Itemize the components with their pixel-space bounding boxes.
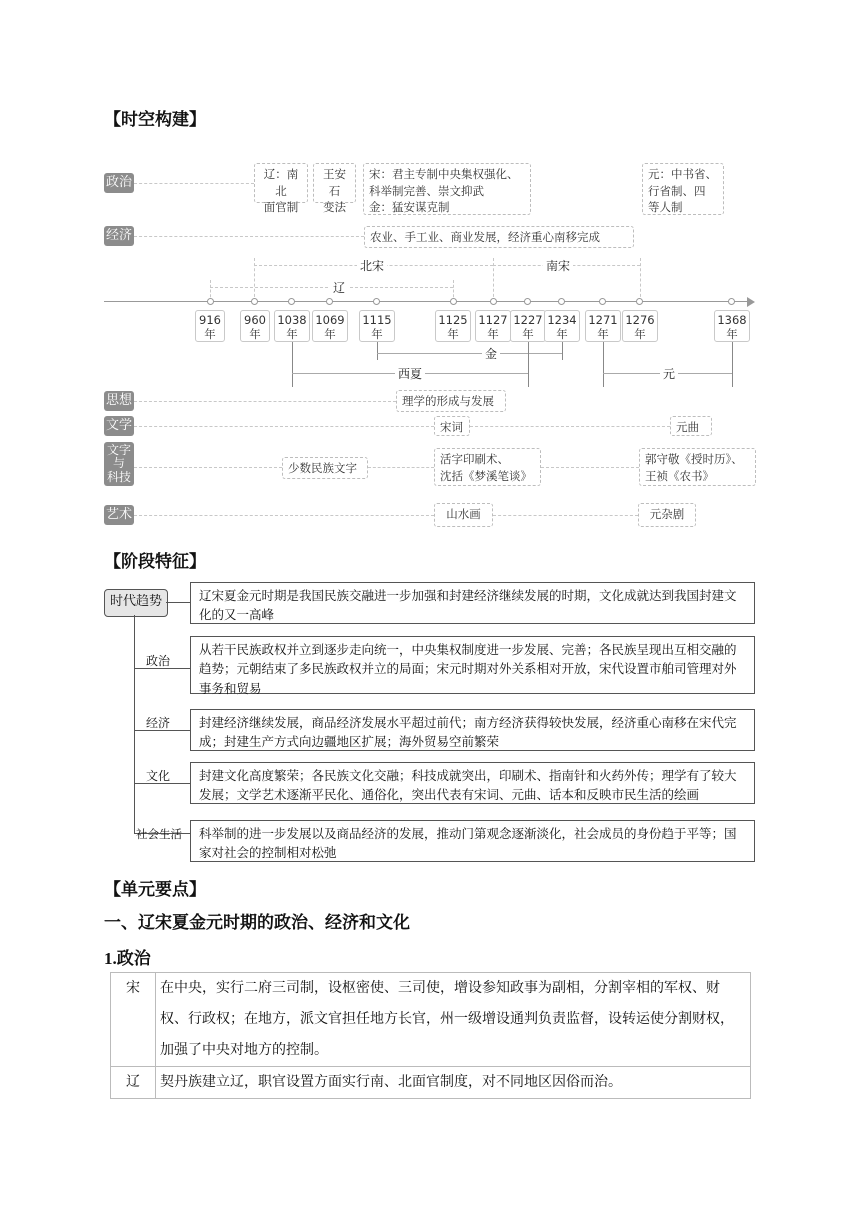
guide-line-tech-b bbox=[368, 467, 434, 468]
literature-box-song: 宋词 bbox=[434, 416, 470, 436]
axis-dot-1271 bbox=[599, 298, 606, 305]
guide-line-art-a bbox=[134, 515, 434, 516]
axis-dot-1227 bbox=[524, 298, 531, 305]
row-label-tech: 文字 与 科技 bbox=[104, 442, 134, 486]
section-title-unit-points: 【单元要点】 bbox=[104, 880, 206, 900]
politics-box-yuan: 元：中书省、 行省制、四 等人制 bbox=[642, 163, 724, 215]
axis-dot-1038 bbox=[288, 298, 295, 305]
trend-box-politics: 从若干民族政权并立到逐步走向统一，中央集权制度进一步发展、完善；各民族呈现出互相交融的趋势；元朝结束了多民族政权并立的局面；宋元时期对外关系相对开放，宋代设置市舶司管理对外事务和贸易 bbox=[190, 636, 755, 694]
year-1069: 1069 年 bbox=[312, 310, 348, 342]
trend-label-society: 社会生活 bbox=[136, 827, 182, 841]
trend-overall-box: 辽宋夏金元时期是我国民族交融进一步加强和封建经济继续发展的时期，文化成就达到我国封建文化的又一高峰 bbox=[190, 582, 755, 624]
guide-line-art-b bbox=[493, 515, 638, 516]
year-1271: 1271 年 bbox=[585, 310, 621, 342]
axis-dot-1115 bbox=[373, 298, 380, 305]
row-label-economy: 经济 bbox=[104, 226, 134, 246]
year-1115: 1115 年 bbox=[359, 310, 395, 342]
year-916: 916 年 bbox=[195, 310, 225, 342]
trend-box-economy: 封建经济继续发展，商品经济发展水平超过前代；南方经济获得较快发展，经济重心南移在宋代完成；封建生产方式向边疆地区扩展；海外贸易空前繁荣 bbox=[190, 709, 755, 751]
span-tick-1038-down bbox=[292, 342, 293, 387]
label-western-xia: 西夏 bbox=[395, 365, 425, 382]
art-box-yuan: 元杂剧 bbox=[638, 503, 696, 527]
label-southern-song: 南宋 bbox=[543, 257, 573, 274]
span-tick-1271-down bbox=[603, 342, 604, 387]
politics-box-song-jin: 宋：君主专制中央集权强化、 科举制完善、崇文抑武 金：猛安谋克制 bbox=[363, 163, 531, 215]
axis-dot-1276 bbox=[636, 298, 643, 305]
axis-dot-1234 bbox=[558, 298, 565, 305]
table-cell-text: 契丹族建立辽，职官设置方面实行南、北面官制度，对不同地区因俗而治。 bbox=[156, 1067, 751, 1099]
thought-box: 理学的形成与发展 bbox=[396, 390, 506, 412]
guide-line-literature-a bbox=[134, 426, 434, 427]
guide-line-literature-b bbox=[470, 426, 670, 427]
table-cell-text: 在中央，实行二府三司制，设枢密使、三司使，增设参知政事为副相，分割宰相的军权、财权、行政权；在地方，派文官担任地方长官，州一级增设通判负责监督，设转运使分割财权，加强了中央对地方的控制。 bbox=[156, 973, 751, 1067]
art-box-song: 山水画 bbox=[434, 503, 493, 527]
span-tick-1368-down bbox=[732, 342, 733, 387]
axis-dot-1368 bbox=[728, 298, 735, 305]
trend-label-economy: 经济 bbox=[146, 716, 171, 730]
trend-connector-top bbox=[166, 602, 190, 603]
table-row bbox=[111, 973, 751, 1067]
tech-box-song: 活字印刷术、 沈括《梦溪笔谈》 bbox=[434, 448, 541, 486]
label-jin: 金 bbox=[482, 345, 500, 362]
year-960: 960 年 bbox=[240, 310, 270, 342]
politics-box-wang-anshi: 王安石 变法 bbox=[313, 163, 356, 203]
year-1125: 1125 年 bbox=[435, 310, 471, 342]
trend-box-society: 科举制的进一步发展以及商品经济的发展，推动门第观念逐渐淡化，社会成员的身份趋于平等；国家对社会的控制相对松弛 bbox=[190, 820, 755, 862]
row-label-thought: 思想 bbox=[104, 391, 134, 411]
year-1127: 1127 年 bbox=[475, 310, 511, 342]
guide-line-politics bbox=[134, 183, 254, 184]
year-1038: 1038 年 bbox=[274, 310, 310, 342]
trend-head: 时代趋势 bbox=[104, 589, 168, 617]
tech-box-yuan: 郭守敬《授时历》、 王祯《农书》 bbox=[639, 448, 756, 486]
year-1227: 1227 年 bbox=[510, 310, 546, 342]
tech-box-minority: 少数民族文字 bbox=[282, 457, 368, 479]
row-label-politics: 政治 bbox=[104, 173, 134, 193]
timeline-axis-arrow bbox=[747, 297, 755, 307]
year-1368: 1368 年 bbox=[714, 310, 750, 342]
heading-politics-economy-culture: 一、辽宋夏金元时期的政治、经济和文化 bbox=[104, 913, 410, 933]
politics-table bbox=[110, 972, 751, 1099]
year-1234: 1234 年 bbox=[544, 310, 580, 342]
guide-line-tech-c bbox=[541, 467, 639, 468]
politics-box-liao: 辽：南北 面官制 bbox=[254, 163, 308, 203]
row-label-art: 艺术 bbox=[104, 505, 134, 525]
span-tick-1276 bbox=[640, 258, 641, 302]
label-yuan: 元 bbox=[660, 365, 678, 382]
guide-line-tech-a bbox=[134, 467, 282, 468]
label-liao: 辽 bbox=[330, 279, 348, 296]
axis-dot-1125 bbox=[450, 298, 457, 305]
span-tick-1234-down bbox=[562, 342, 563, 360]
timeline-axis bbox=[104, 301, 749, 302]
literature-box-yuan: 元曲 bbox=[670, 416, 712, 436]
section-title-stage-features: 【阶段特征】 bbox=[104, 552, 206, 572]
span-tick-1227-down bbox=[528, 342, 529, 387]
trend-trunk bbox=[134, 615, 135, 833]
heading-politics: 1.政治 bbox=[104, 949, 151, 968]
row-label-literature: 文学 bbox=[104, 416, 134, 436]
economy-box: 农业、手工业、商业发展，经济重心南移完成 bbox=[364, 226, 634, 248]
axis-dot-1069 bbox=[326, 298, 333, 305]
axis-dot-1127 bbox=[490, 298, 497, 305]
section-title-spacetime: 【时空构建】 bbox=[104, 110, 206, 130]
trend-label-culture: 文化 bbox=[146, 769, 171, 783]
table-row bbox=[111, 1067, 751, 1099]
label-northern-song: 北宋 bbox=[357, 257, 387, 274]
span-jin-line bbox=[377, 353, 562, 354]
guide-line-economy bbox=[134, 236, 364, 237]
table-cell-dynasty: 宋 bbox=[111, 973, 156, 1067]
axis-dot-916 bbox=[207, 298, 214, 305]
trend-label-politics: 政治 bbox=[146, 654, 171, 668]
span-tick-1115-down bbox=[377, 342, 378, 360]
table-cell-dynasty: 辽 bbox=[111, 1067, 156, 1099]
year-1276: 1276 年 bbox=[622, 310, 658, 342]
guide-line-thought bbox=[134, 401, 396, 402]
trend-box-culture: 封建文化高度繁荣；各民族文化交融；科技成就突出，印刷术、指南针和火药外传；理学有了较大发展；文学艺术逐渐平民化、通俗化，突出代表有宋词、元曲、话本和反映市民生活的绘画 bbox=[190, 762, 755, 804]
axis-dot-960 bbox=[251, 298, 258, 305]
